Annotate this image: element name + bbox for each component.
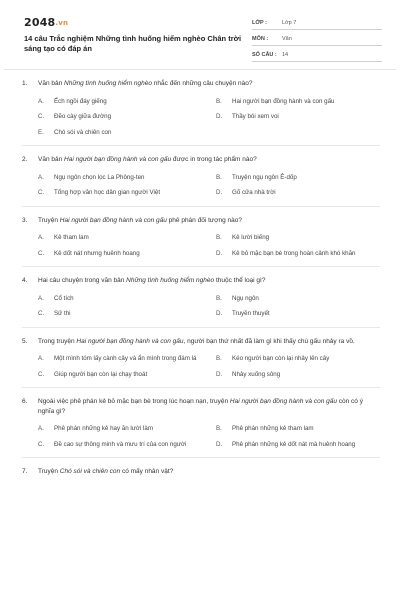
option-letter: D.	[216, 370, 223, 378]
option-text: Ếch ngồi đáy giếng	[54, 97, 107, 105]
document-header	[4, 0, 396, 70]
answer-option[interactable]	[216, 441, 380, 450]
option-letter: A.	[38, 173, 44, 181]
question-number: 3.	[22, 216, 28, 224]
option-letter: C.	[38, 189, 45, 196]
question-line	[22, 79, 380, 89]
question-text-pre: Ngoài việc phê phán kẻ bỏ mặc bạn bè trong lúc hoạn nạn, truyện	[38, 398, 230, 405]
answer-option[interactable]	[38, 371, 202, 380]
question-item	[22, 388, 380, 458]
answer-options	[22, 295, 380, 319]
question-list	[4, 70, 396, 485]
question-text-title: Hai người bạn đồng hành và con gấu	[64, 156, 172, 163]
option-letter: C.	[38, 370, 45, 378]
option-text: Kẻ lười biếng	[232, 234, 270, 241]
option-letter: D.	[216, 189, 223, 196]
option-text: Phê phán những kẻ tham lam	[232, 425, 314, 432]
header-left	[24, 16, 244, 63]
option-text: Giúp người bạn còn lại chạy thoát	[54, 370, 148, 378]
document-page	[4, 0, 396, 600]
question-item	[22, 328, 380, 389]
answer-option[interactable]	[38, 234, 202, 243]
question-text-pre: Văn bản	[38, 80, 65, 87]
meta-class	[252, 16, 382, 30]
answer-option[interactable]	[216, 355, 380, 364]
option-text: Một mình tóm lấy cành cây và ẩn mình trong đám lá	[54, 355, 197, 362]
meta-box	[252, 16, 382, 63]
answer-options	[22, 98, 380, 138]
option-text: Cổ tích	[54, 294, 74, 302]
answer-option[interactable]	[216, 425, 380, 434]
answer-option[interactable]	[216, 295, 380, 304]
option-text: Chó sói và chiên con	[54, 128, 112, 136]
option-letter: E.	[38, 128, 44, 136]
question-number: 2.	[22, 156, 28, 163]
option-text: Phê phán những kẻ dốt nát mà huênh hoang	[232, 440, 356, 448]
question-text-pre: Truyện	[38, 468, 60, 475]
meta-value: 14	[282, 51, 289, 58]
question-line	[22, 337, 380, 347]
option-letter: C.	[38, 249, 45, 257]
question-text-post: thuộc thể loại gì?	[214, 277, 266, 284]
question-text-title: Hai người bạn đồng hành và con gấu	[59, 216, 167, 224]
answer-option[interactable]	[38, 295, 202, 304]
option-text: Kẻ bỏ mặc bạn bè trong hoàn cảnh khó khăn	[232, 249, 356, 257]
question-text-pre: Truyện	[38, 216, 60, 224]
option-text: Kéo người bạn còn lại nhảy lên cây	[232, 355, 330, 362]
question-text-title: Những tình huống hiểm nghèo	[64, 80, 152, 87]
option-text: Nhảy xuống sông	[232, 370, 281, 378]
question-text-post: nhắc đến những câu chuyện nào?	[152, 80, 253, 87]
option-text: Đề cao sự thông minh và mưu trí của con người	[54, 440, 187, 448]
option-text: Ngụ ngôn chọn lọc La Phông-ten	[54, 173, 145, 181]
question-text-title: Những tình huống hiểm nghèo	[126, 277, 215, 284]
question-text	[38, 216, 242, 226]
answer-option[interactable]	[216, 234, 380, 243]
meta-label: LỚP :	[252, 19, 267, 26]
answer-option[interactable]	[216, 310, 380, 319]
answer-option[interactable]	[38, 425, 202, 434]
question-line	[22, 397, 380, 416]
option-letter: B.	[216, 425, 222, 432]
question-text	[38, 276, 265, 286]
meta-label: SỐ CÂU :	[252, 51, 277, 58]
logo-main: 2048	[24, 16, 56, 29]
question-text	[38, 155, 257, 165]
option-text: Thầy bói xem voi	[232, 113, 279, 120]
question-text	[38, 337, 355, 347]
answer-option[interactable]	[38, 189, 202, 198]
answer-options	[22, 174, 380, 198]
option-letter: D.	[216, 249, 223, 257]
option-letter: A.	[38, 294, 44, 302]
question-text	[38, 397, 380, 416]
answer-option[interactable]	[38, 355, 202, 364]
option-text: Truyện ngụ ngôn Ê-dốp	[232, 173, 297, 181]
option-letter: A.	[38, 97, 44, 105]
answer-option[interactable]	[38, 310, 202, 319]
option-letter: D.	[216, 113, 223, 120]
option-letter: A.	[38, 355, 44, 362]
answer-option[interactable]	[38, 113, 202, 122]
option-text: Hai người bạn đồng hành và con gấu	[232, 97, 335, 105]
question-item	[22, 207, 380, 268]
answer-option[interactable]	[216, 174, 380, 183]
answer-options	[22, 425, 380, 449]
answer-option[interactable]	[216, 189, 380, 198]
answer-option[interactable]	[216, 113, 380, 122]
meta-value: Văn	[282, 35, 292, 42]
answer-option[interactable]	[38, 174, 202, 183]
option-letter: D.	[216, 310, 223, 317]
answer-option[interactable]	[216, 250, 380, 259]
option-letter: B.	[216, 97, 222, 105]
option-letter: C.	[38, 310, 45, 317]
option-text: Sử thi	[54, 310, 71, 317]
question-number: 4.	[22, 277, 28, 284]
question-item	[22, 146, 380, 207]
question-item	[22, 267, 380, 328]
question-text-post: phê phán đối tượng nào?	[166, 216, 242, 224]
logo-suffix: .vn	[55, 19, 69, 27]
option-letter: C.	[38, 440, 45, 448]
question-text	[38, 79, 253, 89]
question-line	[22, 276, 380, 286]
answer-option[interactable]	[38, 250, 202, 259]
answer-option[interactable]	[38, 98, 202, 107]
question-text-title: Chó sói và chiên con	[59, 468, 121, 475]
question-line	[22, 467, 380, 477]
question-text-pre: Trong truyện	[38, 337, 77, 345]
option-text: Phê phán những kẻ hay ăn lười làm	[54, 425, 154, 432]
question-text-post: , người bạn thứ nhất đã làm gì khi thấy chú gấu nhảy ra vồ.	[183, 337, 355, 345]
option-letter: B.	[216, 173, 222, 181]
question-item	[22, 458, 380, 485]
question-text	[38, 467, 173, 477]
answer-option[interactable]	[216, 98, 380, 107]
option-letter: B.	[216, 234, 222, 241]
option-text: Kẻ dốt nát nhưng huênh hoang	[54, 249, 140, 257]
answer-option[interactable]	[38, 129, 202, 138]
option-text: Gõ cửa nhà trời	[232, 189, 276, 196]
answer-options	[22, 234, 380, 258]
question-number: 7.	[22, 468, 28, 475]
option-text: Đẽo cày giữa đường	[54, 113, 112, 120]
option-text: Tổng hợp văn học dân gian người Việt	[54, 189, 161, 196]
question-line	[22, 155, 380, 165]
question-text-title: Hai người bạn đồng hành và con gấu	[229, 398, 337, 405]
option-letter: B.	[216, 294, 222, 302]
answer-option[interactable]	[216, 371, 380, 380]
option-letter: D.	[216, 440, 223, 448]
option-letter: C.	[38, 113, 45, 120]
meta-value: Lớp 7	[282, 19, 297, 26]
question-number: 1.	[22, 80, 28, 87]
question-text-post: được in trong tác phẩm nào?	[171, 156, 257, 163]
answer-options	[22, 355, 380, 379]
option-letter: B.	[216, 355, 222, 362]
option-text: Kẻ tham lam	[54, 234, 89, 241]
option-text: Ngụ ngôn	[232, 294, 259, 302]
site-logo[interactable]	[24, 16, 244, 29]
question-text-pre: Văn bản	[38, 156, 65, 163]
question-item	[22, 70, 380, 146]
meta-subject	[252, 32, 382, 46]
answer-option[interactable]	[38, 441, 202, 450]
question-number: 5.	[22, 337, 28, 345]
page-title: 14 câu Trắc nghiệm Những tình huống hiểm nghèo Chân trời sáng tạo có đáp án	[24, 34, 242, 53]
question-number: 6.	[22, 398, 28, 405]
question-text-post: có mấy nhân vật?	[120, 468, 174, 475]
question-text-post: còn có ý nghĩa gì?	[38, 398, 363, 415]
option-letter: A.	[38, 425, 44, 432]
question-line	[22, 216, 380, 226]
question-text-pre: Hai câu chuyện trong văn bản	[38, 277, 127, 284]
option-letter: A.	[38, 234, 44, 241]
meta-count	[252, 48, 382, 62]
question-text-title: Hai người bạn đồng hành và con gấu	[76, 337, 184, 345]
option-text: Truyền thuyết	[232, 310, 270, 317]
meta-label: MÔN :	[252, 35, 269, 42]
